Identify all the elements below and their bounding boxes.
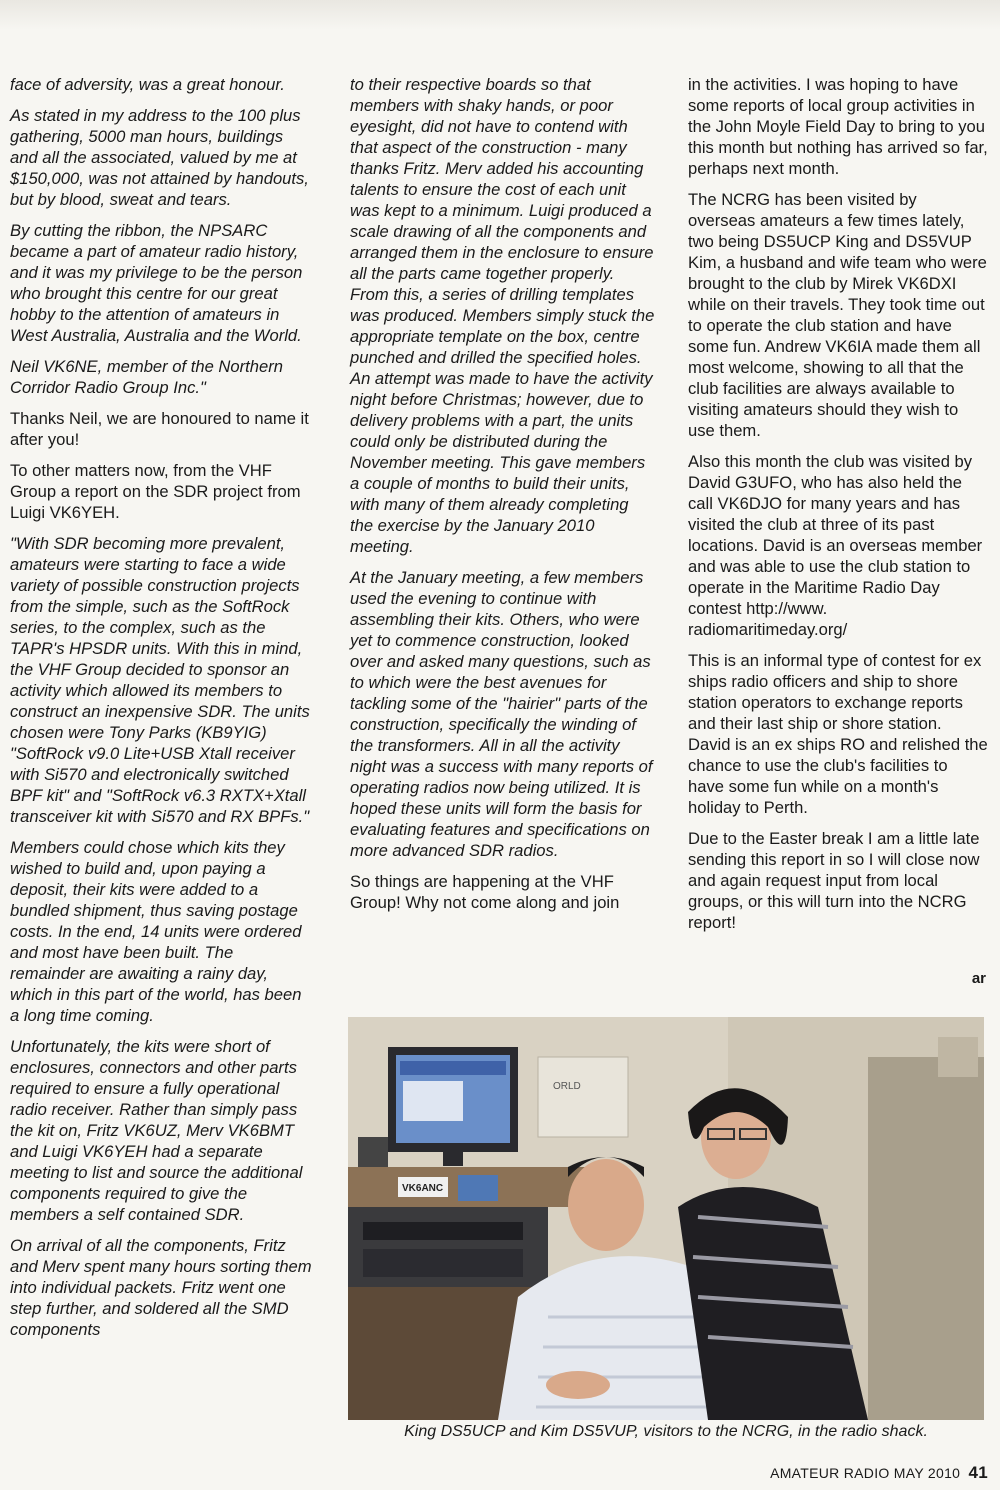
paragraph: By cutting the ribbon, the NPSARC became a part of amateur radio history, and it was my privilege to be the person who brought this centre for our great hobby to the attention of amateurs in West Australia, Australia and the World. (10, 221, 303, 345)
paragraph: Due to the Easter break I am a little late sending this report in so I will close now and again request input from local groups, or this will turn into the NCRG report! (688, 829, 980, 932)
paragraph: Neil VK6NE, member of the Northern Corridor Radio Group Inc." (10, 357, 283, 397)
article-column-3 (688, 74, 988, 943)
paragraph: "With SDR becoming more prevalent, amateurs were starting to face a wide variety of possible construction projects from the simple, such as the SoftRock series, to the complex, such as the TAPR's HPSDR units. With this in mind, the VHF Group decided to sponsor an activity which allowed its members to construct an inexpensive SDR. The units chosen were Tony Parks (KB9YIG) "SoftRock v9.0 Lite+USB Xtall receiver with Si570 and electronically switched BPF kit" and "SoftRock v6.3 RXTX+Xtall transceiver kit with Si570 and RX BPFs." (10, 534, 310, 826)
paragraph: Thanks Neil, we are honoured to name it after you! (10, 409, 309, 449)
article-signoff: ar (971, 970, 986, 987)
photo-illustration (348, 1017, 984, 1420)
article-column-2 (350, 74, 655, 923)
paragraph: Also this month the club was visited by David G3UFO, who has also held the call VK6DJO for many years and has visited the club at three of its past locations. David is an overseas member and was able to use the club station to operate in the Maritime Radio Day contest http://www. radiomaritimeday.org/ (688, 452, 983, 639)
paragraph: As stated in my address to the 100 plus gathering, 5000 man hours, buildings and all the associated, valued by me at $150,000, was not attained by handouts, but by blood, sweat and tears. (10, 106, 309, 209)
paragraph: face of adversity, was a great honour. (10, 75, 285, 94)
paragraph: To other matters now, from the VHF Group a report on the SDR project from Luigi VK6YEH. (10, 461, 301, 522)
paragraph: So things are happening at the VHF Group! Why not come along and join (350, 872, 620, 912)
page-number: 41 (968, 1463, 988, 1482)
page-footer (770, 1463, 988, 1483)
paragraph: At the January meeting, a few members used the evening to continue with assembling their kits. Others, who were yet to commence construction, looked over and asked many questions, such as to which were the best avenues for tackling some of the "hairier" parts of the construction, specifically the winding of the transformers. All in all the activity night was a success with many reports of operating radios now being utilized. It is hoped these units will form the basis for evaluating features and specifications on more advanced SDR radios. (350, 568, 653, 860)
paragraph: Unfortunately, the kits were short of enclosures, connectors and other parts required to ensure a fully operational radio receiver. Rather than simply pass the kit on, Fritz VK6UZ, Merv VK6BMT and Luigi VK6YEH had a separate meeting to list and source the additional components required to give the members a self contained SDR. (10, 1037, 303, 1224)
callsign-sign: VK6ANC (402, 1183, 444, 1194)
paragraph: Members could chose which kits they wished to build and, upon paying a deposit, their kits were added to a bundled shipment, thus saving postage costs. In the end, 14 units were ordered and most have been built. The remainder are awaiting a rainy day, which in this part of the world, has been a long time coming. (10, 838, 302, 1025)
page-top-bleed (0, 0, 1000, 30)
radio-shack-photo (348, 1017, 984, 1420)
article-column-1 (10, 74, 312, 1350)
paragraph: This is an informal type of contest for ex ships radio officers and ship to shore station operators to exchange reports and their last ship or shore station. David is an ex ships RO and relished the chance to use the club's facilities to have some fun while on a month's holiday to Perth. (688, 651, 988, 817)
poster-text: ORLD (553, 1081, 581, 1092)
paragraph: to their respective boards so that members with shaky hands, or poor eyesight, did not have to contend with that aspect of the construction - many thanks Fritz. Merv added his accounting talents to ensure the cost of each unit was kept to a minimum. Luigi produced a scale drawing of all the components and arranged them in the enclosure to ensure all the parts came together properly. From this, a series of drilling templates was produced. Members simply stuck the appropriate template on the box, centre punched and drilled the specified holes. An attempt was made to have the activity night before Christmas; however, due to delivery problems with a part, the units could only be distributed during the November meeting. This gave members a couple of months to build their units, with many of them already completing the exercise by the January 2010 meeting. (350, 75, 655, 556)
magazine-issue: AMATEUR RADIO MAY 2010 (770, 1465, 961, 1481)
paragraph: On arrival of all the components, Fritz and Merv spent many hours sorting them into individual packets. Fritz went one step further, and soldered all the SMD components (10, 1236, 312, 1339)
photo-caption: King DS5UCP and Kim DS5VUP, visitors to the NCRG, in the radio shack. (404, 1423, 928, 1440)
paragraph: The NCRG has been visited by overseas amateurs a few times lately, two being DS5UCP King and DS5VUP Kim, a husband and wife team who were brought to the club by Mirek VK6DXI while on their travels. They took time out to operate the club station and have some fun. Andrew VK6IA made them all most welcome, showing to all that the club facilities are always available to visiting amateurs should they wish to use them. (688, 190, 987, 440)
paragraph: in the activities. I was hoping to have some reports of local group activities in the John Moyle Field Day to bring to you this month but nothing has arrived so far, perhaps next month. (688, 75, 988, 178)
